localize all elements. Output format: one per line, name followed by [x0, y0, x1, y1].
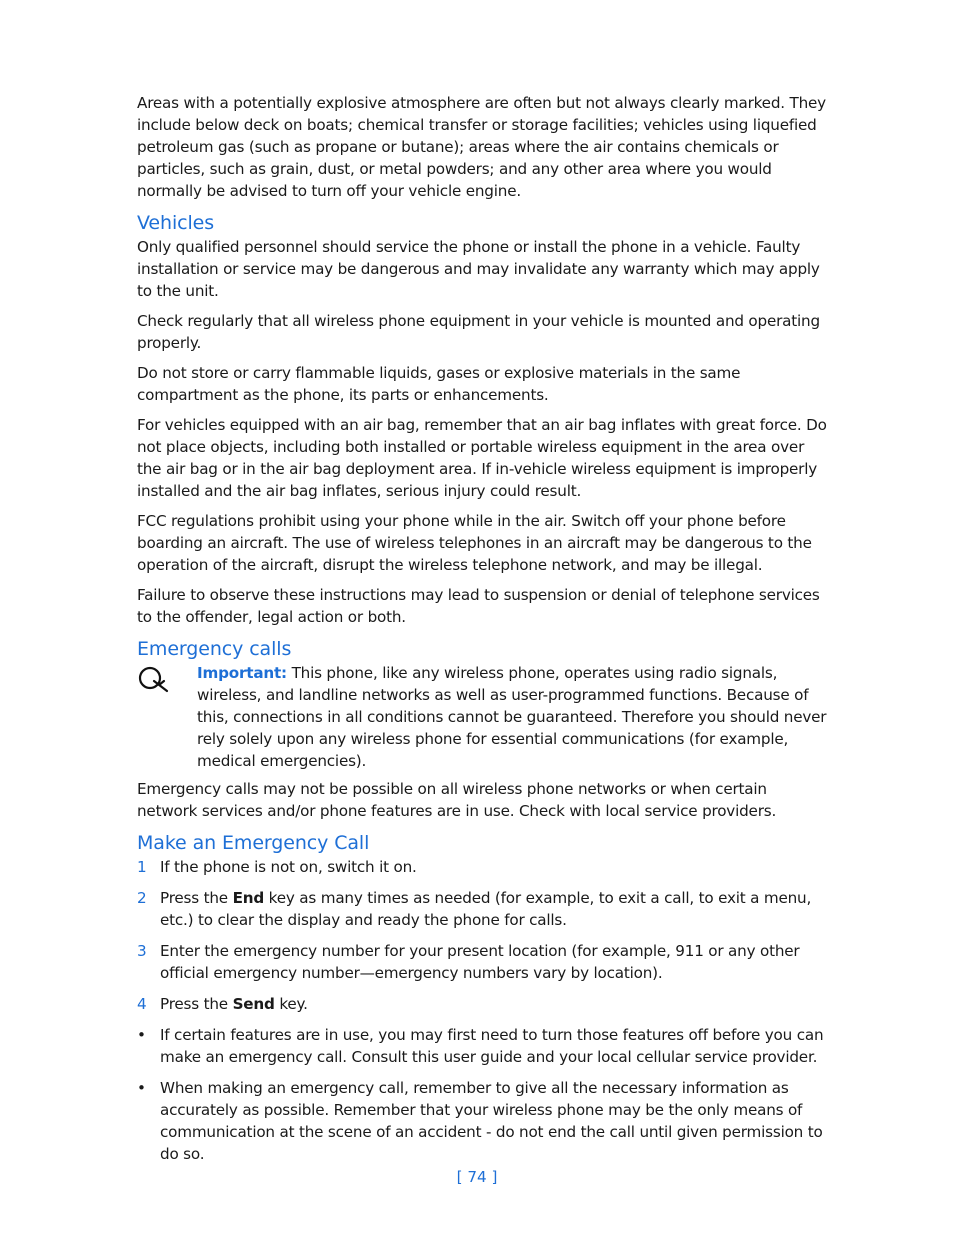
step-number: 4	[137, 995, 147, 1013]
vehicles-paragraph: Only qualified personnel should service the phone or install the phone in a vehicle. Faulty installation or service may be dangerous and may invalidate any warranty which may apply to the unit.	[137, 238, 820, 300]
bullet-dot: •	[137, 1079, 146, 1097]
emergency-paragraph: Emergency calls may not be possible on all wireless phone networks or when certain network services and/or phone features are in use. Check with local service providers.	[137, 780, 777, 820]
list-item	[137, 1024, 831, 1068]
important-note	[137, 662, 831, 772]
page-content	[137, 92, 831, 1174]
note-text: This phone, like any wireless phone, operates using radio signals, wireless, and landline networks as well as user-programmed functions. Because of this, connections in all conditions cannot be guaranteed. Therefore you should never rely solely upon any wireless phone for essential communications (for example, medical emergencies).	[197, 664, 827, 770]
list-item	[137, 887, 831, 931]
vehicles-heading: Vehicles	[137, 212, 215, 234]
steps-list	[137, 856, 831, 1015]
step-text: Press the	[160, 889, 233, 907]
list-item	[137, 940, 831, 984]
key-name: End	[232, 889, 265, 907]
vehicles-paragraph: For vehicles equipped with an air bag, remember that an air bag inflates with great force. Do not place objects, including both installed or portable wireless equipment in the area over the air bag or in the air bag deployment area. If in-vehicle wireless equipment is improperly installed and the air bag inflates, serious injury could result.	[137, 416, 827, 500]
step-text: Enter the emergency number for your present location (for example, 911 or any other official emergency number—emergency numbers vary by location).	[160, 942, 800, 982]
step-text: key as many times as needed (for example, to exit a call, to exit a menu, etc.) to clear the display and ready the phone for calls.	[160, 889, 812, 929]
key-name: Send	[232, 995, 275, 1013]
step-number: 1	[137, 858, 147, 876]
page-number: [ 74 ]	[456, 1168, 498, 1186]
step-text: Press the	[160, 995, 233, 1013]
step-text: If the phone is not on, switch it on.	[160, 858, 417, 876]
bullet-text: When making an emergency call, remember to give all the necessary information as accurately as possible. Remember that your wireless phone may be the only means of communication at the scene of an accident - do not end the call until given permission to do so.	[160, 1079, 823, 1163]
step-number: 2	[137, 889, 147, 907]
list-item	[137, 1077, 831, 1165]
step-number: 3	[137, 942, 147, 960]
vehicles-paragraph: Failure to observe these instructions may lead to suspension or denial of telephone services to the offender, legal action or both.	[137, 586, 820, 626]
intro-paragraph: Areas with a potentially explosive atmosphere are often but not always clearly marked. They include below deck on boats; chemical transfer or storage facilities; vehicles using liquefied petroleum gas (such as propane or butane); areas where the air contains chemicals or particles, such as grain, dust, or metal powders; and any other area where you would normally be advised to turn off your vehicle engine.	[137, 94, 826, 200]
bullet-text: If certain features are in use, you may first need to turn those features off before you can make an emergency call. Consult this user guide and your local cellular service provider.	[160, 1026, 824, 1066]
bullet-dot: •	[137, 1026, 146, 1044]
make-call-heading: Make an Emergency Call	[137, 832, 370, 854]
vehicles-paragraph: FCC regulations prohibit using your phone while in the air. Switch off your phone before boarding an aircraft. The use of wireless telephones in an aircraft may be dangerous to the operation of the aircraft, disrupt the wireless telephone network, and may be illegal.	[137, 512, 812, 574]
list-item	[137, 856, 831, 878]
bullets-list	[137, 1024, 831, 1165]
note-hand-icon	[137, 664, 173, 694]
list-item	[137, 993, 831, 1015]
step-text: key.	[274, 995, 308, 1013]
vehicles-paragraph: Check regularly that all wireless phone equipment in your vehicle is mounted and operating properly.	[137, 312, 820, 352]
vehicles-paragraph: Do not store or carry flammable liquids, gases or explosive materials in the same compartment as the phone, its parts or enhancements.	[137, 364, 741, 404]
note-lead: Important:	[197, 664, 287, 682]
emergency-calls-heading: Emergency calls	[137, 638, 292, 660]
